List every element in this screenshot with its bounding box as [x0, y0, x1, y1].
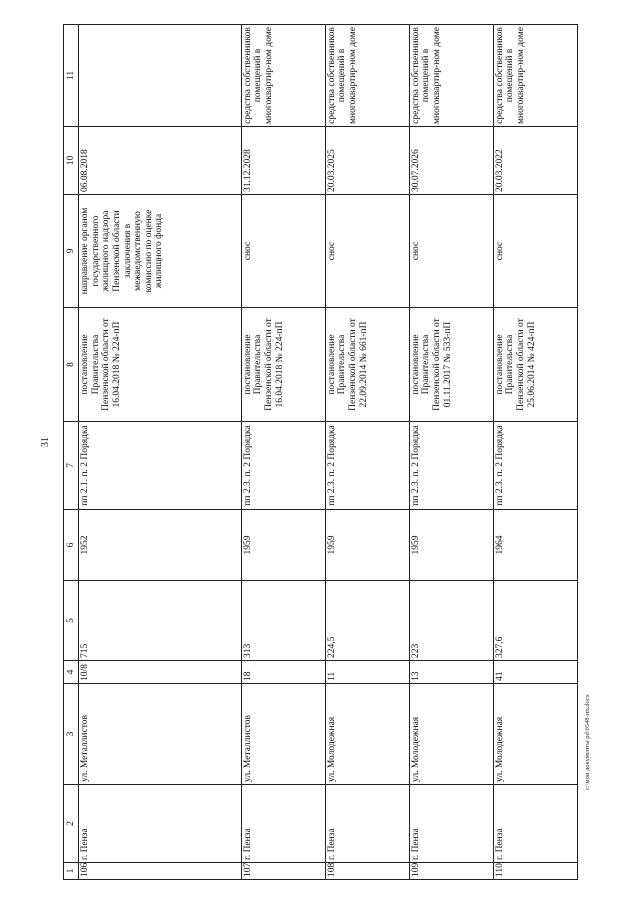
row-number: 110 [493, 863, 577, 880]
house-cell: 10/8 [79, 661, 242, 684]
source-cell: средства собственников помещений в многоквартир-ном доме [325, 25, 409, 127]
column-header: 11 [64, 25, 79, 127]
header-row [64, 25, 79, 880]
street-cell: ул. Молодежная [325, 684, 409, 785]
register-table [63, 24, 578, 880]
source-cell: средства собственников помещений в многоквартир-ном доме [409, 25, 493, 127]
table-row [79, 25, 242, 880]
year-cell: 1959 [409, 510, 493, 581]
document-cell: постановление Правительства Пензенской области от 22.09.2014 № 661-пП [325, 308, 409, 422]
column-header: 2 [64, 785, 79, 863]
point-cell: пп 2.3. п. 2 Порядка [409, 422, 493, 510]
year-cell: 1959 [241, 510, 325, 581]
date-cell: 31.12.2028 [241, 127, 325, 195]
column-header: 9 [64, 195, 79, 308]
source-cell: средства собственников помещений в многоквартир-ном доме [493, 25, 577, 127]
date-cell: 30.07.2026 [409, 127, 493, 195]
city-cell: г. Пенза [493, 785, 577, 863]
city-cell: г. Пенза [409, 785, 493, 863]
street-cell: ул. Молодежная [493, 684, 577, 785]
basis-cell: снос [325, 195, 409, 308]
point-cell: пп 2.3. п. 2 Порядка [325, 422, 409, 510]
source-cell [79, 25, 242, 127]
column-header: 8 [64, 308, 79, 422]
footer-file-path: c:\мои документы\pd\0548-ип.docx [584, 694, 591, 790]
house-cell: 11 [325, 661, 409, 684]
table-row [325, 25, 409, 880]
point-cell: пп 2.3. п. 2 Порядка [493, 422, 577, 510]
date-cell: 20.03.2025 [325, 127, 409, 195]
column-header: 4 [64, 661, 79, 684]
year-cell: 1959 [325, 510, 409, 581]
column-header: 3 [64, 684, 79, 785]
date-cell: 06.08.2018 [79, 127, 242, 195]
year-cell: 1952 [79, 510, 242, 581]
point-cell: пп 2.1. п. 2 Порядка [79, 422, 242, 510]
row-number: 107 [241, 863, 325, 880]
area-cell: 327,6 [493, 581, 577, 661]
area-cell: 223 [409, 581, 493, 661]
basis-cell: снос [241, 195, 325, 308]
row-number: 109 [409, 863, 493, 880]
table-row [493, 25, 577, 880]
document-cell: постановление Правительства Пензенской области от 16.04.2018 № 224-пП [241, 308, 325, 422]
row-number: 108 [325, 863, 409, 880]
city-cell: г. Пенза [241, 785, 325, 863]
area-cell: 224,5 [325, 581, 409, 661]
column-header: 1 [64, 863, 79, 880]
street-cell: ул. Металлистов [79, 684, 242, 785]
area-cell: 715 [79, 581, 242, 661]
house-cell: 13 [409, 661, 493, 684]
date-cell: 20.03.2022 [493, 127, 577, 195]
column-header: 7 [64, 422, 79, 510]
basis-cell: снос [493, 195, 577, 308]
document-cell: постановление Правительства Пензенской области от 16.04.2018 № 224-пП [79, 308, 242, 422]
city-cell: г. Пенза [325, 785, 409, 863]
street-cell: ул. Металлистов [241, 684, 325, 785]
column-header: 6 [64, 510, 79, 581]
page-number: 31 [40, 437, 51, 447]
row-number: 106 [79, 863, 242, 880]
basis-cell: направление органом государственного жилищного надзора Пензенской области заключения в межведомственную комиссию по оценке жилищного фонда [79, 195, 242, 308]
document-cell: постановление Правительства Пензенской области от 01.11.2017 № 533-пП [409, 308, 493, 422]
house-cell: 41 [493, 661, 577, 684]
area-cell: 313 [241, 581, 325, 661]
year-cell: 1964 [493, 510, 577, 581]
register-table-rotated [63, 25, 578, 880]
source-cell: средства собственников помещений в многоквартир-ном доме [241, 25, 325, 127]
city-cell: г. Пенза [79, 785, 242, 863]
column-header: 5 [64, 581, 79, 661]
document-cell: постановление Правительства Пензенской области от 25.06.2014 № 424-пП [493, 308, 577, 422]
point-cell: пп 2.3. п. 2 Порядка [241, 422, 325, 510]
column-header: 10 [64, 127, 79, 195]
table-row [409, 25, 493, 880]
table-row [241, 25, 325, 880]
street-cell: ул. Молодежная [409, 684, 493, 785]
basis-cell: снос [409, 195, 493, 308]
house-cell: 18 [241, 661, 325, 684]
